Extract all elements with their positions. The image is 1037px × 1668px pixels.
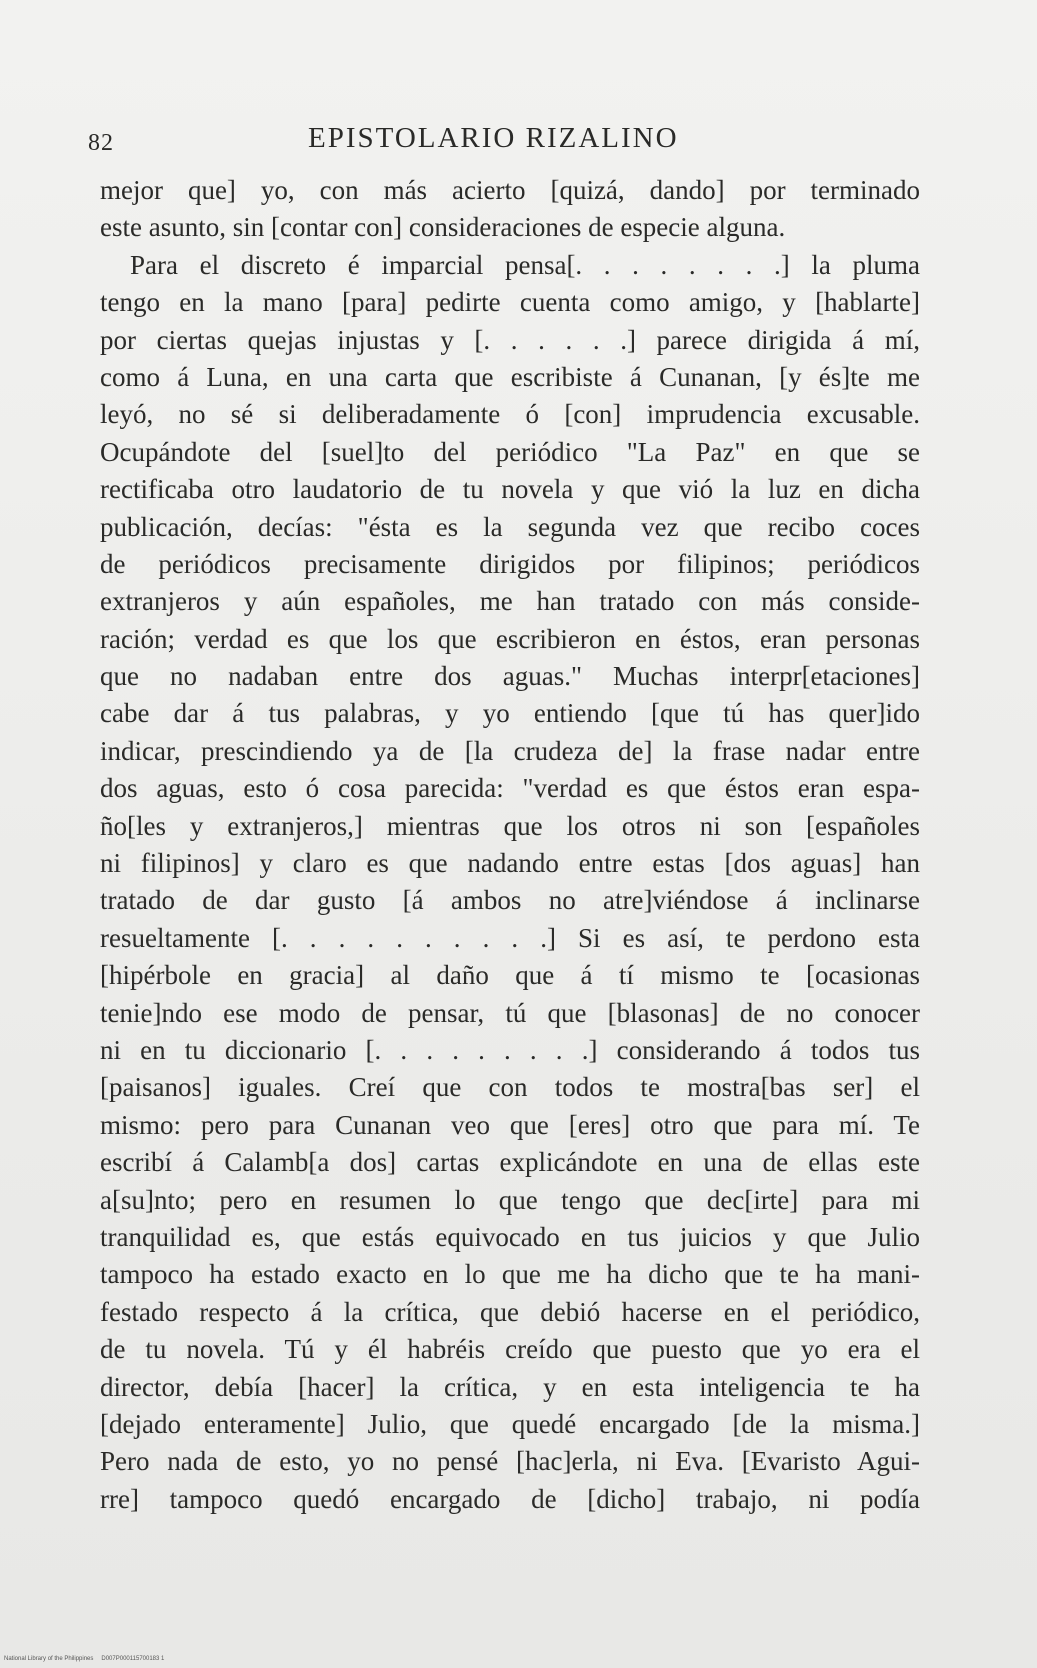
text-line: leyó, no sé si deliberadamente ó [con] imprudencia excusable. <box>100 399 920 430</box>
text-line: [hipérbole en gracia] al daño que á tí mismo te [ocasionas <box>100 960 920 991</box>
text-line: resueltamente [. . . . . . . . . .] Si es así, te perdono esta <box>100 922 920 953</box>
page-header <box>88 122 948 162</box>
text-line: tenie]ndo ese modo de pensar, tú que [blasonas] de no conocer <box>100 997 920 1028</box>
text-line: extranjeros y aún españoles, me han tratado con más conside- <box>100 586 920 617</box>
text-line: Ocupándote del [suel]to del periódico "La Paz" en que se <box>100 436 920 467</box>
footer-code: D007P000115700183 1 <box>101 1656 165 1662</box>
text-line: ño[les y extranjeros,] mientras que los otros ni son [españoles <box>100 810 920 841</box>
text-line: Para el discreto é imparcial pensa[. . . . . . . .] la pluma <box>130 249 920 280</box>
text-line: ni filipinos] y claro es que nadando entre estas [dos aguas] han <box>100 848 920 879</box>
page-number: 82 <box>88 130 114 156</box>
text-line: de periódicos precisamente dirigidos por filipinos; periódicos <box>100 548 920 579</box>
text-line: que no nadaban entre dos aguas." Muchas interpr[etaciones] <box>100 661 920 692</box>
running-title: EPISTOLARIO RIZALINO <box>308 122 679 154</box>
text-line: ni en tu diccionario [. . . . . . . . .] considerando á todos tus <box>100 1034 920 1065</box>
text-line: este asunto, sin [contar con] consideraciones de especie alguna. <box>100 212 786 243</box>
text-line: a[su]nto; pero en resumen lo que tengo que dec[irte] para mi <box>100 1184 920 1215</box>
text-line: mejor que] yo, con más acierto [quizá, dando] por terminado <box>100 175 920 205</box>
text-line: director, debía [hacer] la crítica, y en esta inteligencia te ha <box>100 1371 920 1402</box>
text-line: mismo: pero para Cunanan veo que [eres] otro que para mí. Te <box>100 1109 920 1140</box>
text-line: rre] tampoco quedó encargado de [dicho] trabajo, ni podía <box>100 1483 920 1514</box>
text-line: de tu novela. Tú y él habréis creído que puesto que yo era el <box>100 1334 920 1365</box>
text-line: tratado de dar gusto [á ambos no atre]viéndose á inclinarse <box>100 885 920 916</box>
text-line: publicación, decías: "ésta es la segunda vez que recibo coces <box>100 511 920 542</box>
text-line: tampoco ha estado exacto en lo que me ha dicho que te ha mani- <box>100 1259 920 1290</box>
text-line: indicar, prescindiendo ya de [la crudeza de] la frase nadar entre <box>100 735 920 766</box>
text-line: escribí á Calamb[a dos] cartas explicándote en una de ellas este <box>100 1147 920 1178</box>
text-line: festado respecto á la crítica, que debió hacerse en el periódico, <box>100 1296 920 1327</box>
text-line: [paisanos] iguales. Creí que con todos te mostra[bas ser] el <box>100 1072 920 1103</box>
text-line: tengo en la mano [para] pedirte cuenta como amigo, y [hablarte] <box>100 287 920 318</box>
text-line: [dejado enteramente] Julio, que quedé encargado [de la misma.] <box>100 1408 920 1439</box>
body-text <box>100 172 920 1518</box>
text-line: rectificaba otro laudatorio de tu novela y que vió la luz en dicha <box>100 474 920 505</box>
text-line: dos aguas, esto ó cosa parecida: "verdad es que éstos eran espa- <box>100 773 920 804</box>
footer-library: National Library of the Philippines <box>4 1656 94 1662</box>
text-line: Pero nada de esto, yo no pensé [hac]erla, ni Eva. [Evaristo Agui- <box>100 1446 920 1477</box>
text-line: cabe dar á tus palabras, y yo entiendo [que tú has quer]ido <box>100 698 920 729</box>
text-line: ración; verdad es que los que escribieron en éstos, eran personas <box>100 623 920 654</box>
text-line: como á Luna, en una carta que escribiste á Cunanan, [y és]te me <box>100 361 920 392</box>
text-line: por ciertas quejas injustas y [. . . . . .] parece dirigida á mí, <box>100 324 920 355</box>
text-line: tranquilidad es, que estás equivocado en tus juicios y que Julio <box>100 1221 920 1252</box>
scan-footer <box>4 1656 164 1662</box>
